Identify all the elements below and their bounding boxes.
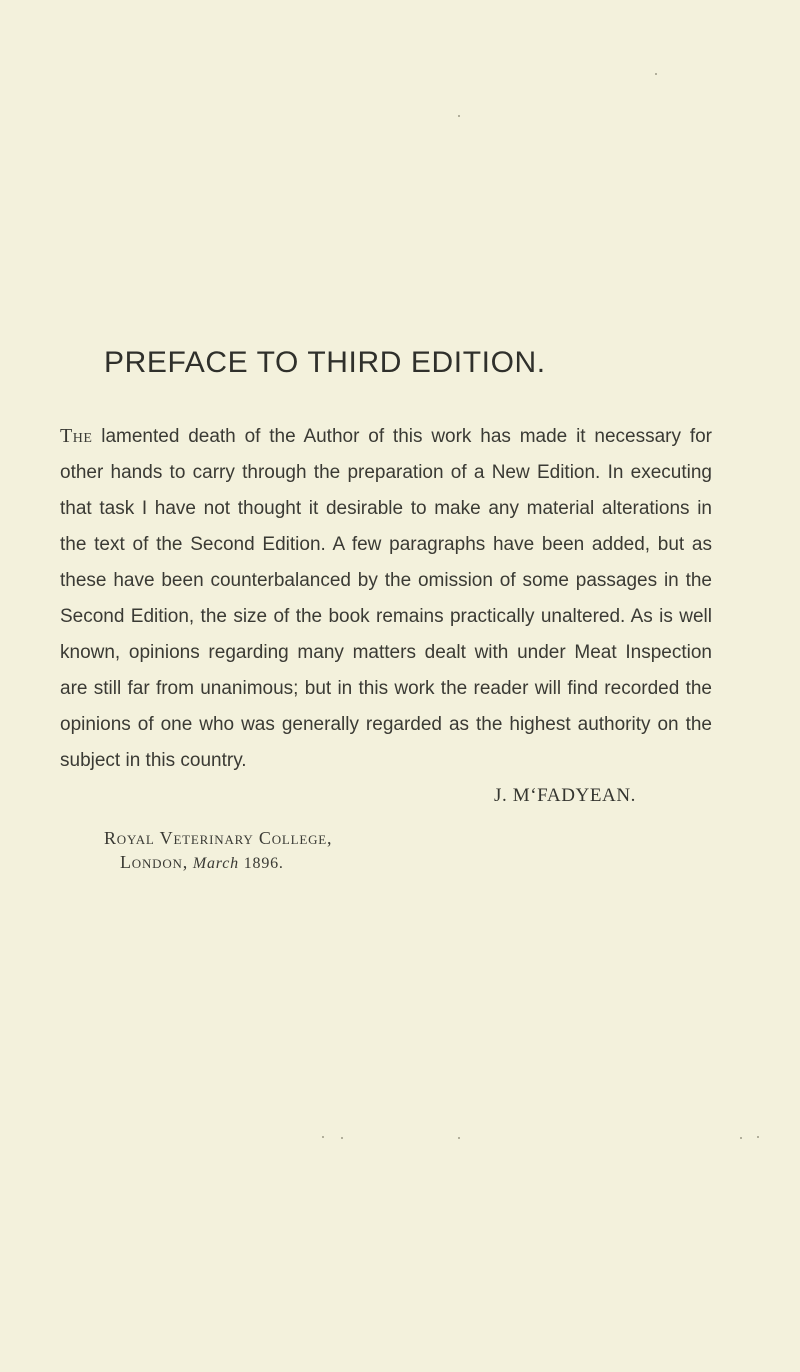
author-signature: J. M‘FADYEAN. — [494, 785, 637, 806]
lead-word: The — [60, 425, 93, 447]
paper-speck — [322, 1136, 324, 1138]
preface-body: lamented death of the Author of this work has made it necessary for other hands to carry through the preparation of a New Edition. In executing that task I have not thought it desirable to make any material alterations in the text of the Second Edition. A few paragraphs have been added, but as these have been counterbalanced by the omission of some passages in the Second Edition, the size of the book remains practically unaltered. As is well known, opinions regarding many matters dealt with under Meat Inspection are still far from unanimous; but in this work the reader will find recorded the opinions of one who was generally regarded as the highest authority on the subject in this country. — [60, 426, 712, 771]
date-year: 1896. — [243, 855, 284, 872]
city-name: London, — [120, 852, 189, 872]
paper-speck — [757, 1136, 759, 1138]
paper-speck — [341, 1137, 343, 1139]
paper-speck — [740, 1137, 742, 1139]
paper-speck — [655, 73, 657, 75]
date-line — [104, 850, 332, 876]
preface-paragraph — [60, 418, 712, 779]
date-month: March — [192, 855, 239, 872]
paper-speck — [458, 1137, 460, 1139]
page-title: PREFACE TO THIRD EDITION. — [104, 346, 546, 379]
paper-speck — [458, 115, 460, 117]
dateline — [104, 826, 332, 876]
institution-name: Royal Veterinary College, — [104, 828, 333, 848]
